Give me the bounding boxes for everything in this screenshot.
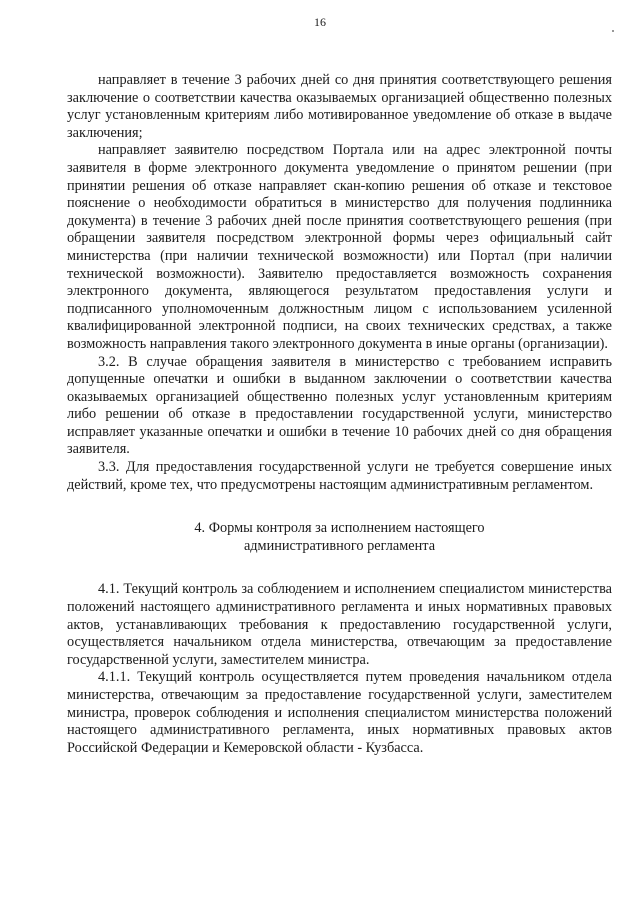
document-body [67,72,612,757]
section-heading [67,520,612,555]
paragraph-conclusion: направляет в течение 3 рабочих дней со дня принятия соответствующего решения заключение о соответствии качества оказываемых организацией общественно полезных услуг установленным критериям либо мотивированное уведомление об отказе в выдаче заключения; [67,72,612,141]
section-heading-line2: административного регламента [243,537,436,554]
paragraph-4-1: 4.1. Текущий контроль за соблюдением и исполнением специалистом министерства положений настоящего административного регламента и иных нормативных правовых актов, устанавливающих требования к предоставлению государственной услуги, осуществляется начальником отдела министерства, отвечающим за предоставление государственной услуги, заместителем министра. [67,581,612,668]
paragraph-3-3: 3.3. Для предоставления государственной услуги не требуется совершение иных действий, кроме тех, что предусмотрены настоящим административным регламентом. [67,459,612,493]
section-heading-line1: 4. Формы контроля за исполнением настоящего [194,520,485,537]
paragraph-notification: направляет заявителю посредством Портала или на адрес электронной почты заявителя в форме электронного документа уведомление о принятом решении (при принятии решения об отказе направляет скан-копию решения об отказе и текстовое пояснение о необходимости обратиться в министерство для получения подлинника документа) в течение 3 рабочих дней после принятия соответствующего решения (при обращении заявителя посредством электронной формы через официальный сайт министерства (при наличии технической возможности) или Портал (при наличии технической возможности). Заявителю предоставляется возможность сохранения электронного документа, являющегося результатом предоставления услуги и подписанного уполномоченным должностным лицом с использованием усиленной квалифицированной электронной подписи, на своих технических средствах, а также возможность направления такого электронного документа в иные органы (организации). [67,142,612,352]
page-number: 16 [314,15,326,29]
scan-speck [612,30,614,32]
paragraph-3-2: 3.2. В случае обращения заявителя в министерство с требованием исправить допущенные опечатки и ошибки в выданном заключении о соответствии качества оказываемых организацией общественно полезных услуг установленным критериям либо решении об отказе в предоставлении государственной услуги, министерство исправляет указанные опечатки и ошибки в течение 10 рабочих дней со дня обращения заявителя. [67,353,612,458]
paragraph-4-1-1: 4.1.1. Текущий контроль осуществляется путем проведения начальником отдела министерства, отвечающим за предоставление государственной услуги, заместителем министра, проверок соблюдения и исполнения специалистом министерства положений настоящего административного регламента, иных нормативных правовых актов Российской Федерации и Кемеровской области - Кузбасса. [67,669,612,756]
